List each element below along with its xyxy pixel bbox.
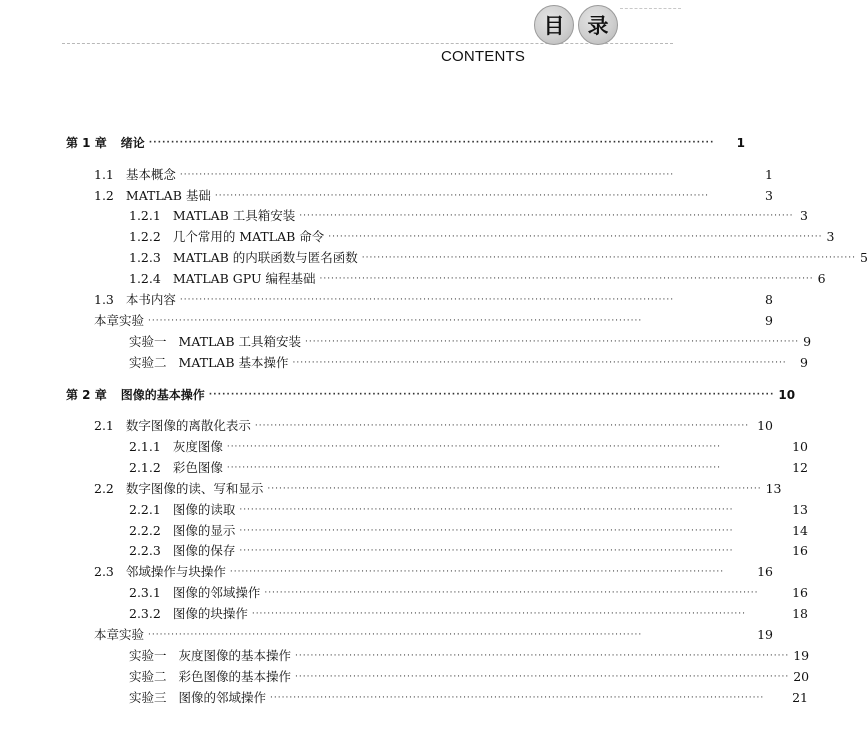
- toc-number: 2.3: [94, 564, 114, 579]
- toc-page: 10: [792, 439, 808, 454]
- toc-page: 8: [765, 292, 773, 307]
- toc-title: 本书内容: [125, 292, 176, 307]
- toc-page: 16: [757, 564, 773, 579]
- toc-number: 1.2: [94, 188, 114, 203]
- toc-page: 3: [800, 208, 808, 223]
- toc-number: 2.2.2: [129, 523, 161, 538]
- toc-section-2-3[interactable]: [0, 562, 779, 582]
- toc-number: 2.1.1: [129, 439, 161, 454]
- toc-title: 数字图像的读、写和显示: [125, 481, 264, 496]
- toc-number: 1.2.3: [129, 250, 161, 265]
- toc-subsection-2-2-3[interactable]: [0, 541, 814, 561]
- toc-leader: [305, 332, 799, 352]
- toc-section-2-2[interactable]: [0, 479, 782, 499]
- toc-title: 图像的块操作: [172, 606, 248, 621]
- toc-number: 2.2.1: [129, 502, 161, 517]
- toc-page: 9: [800, 355, 808, 370]
- toc-leader: [230, 562, 747, 582]
- toc-lab-1-2[interactable]: [0, 353, 814, 373]
- toc-title: MATLAB 工具箱安装: [172, 208, 296, 223]
- toc-page: 9: [803, 334, 812, 349]
- heading-badge-lu: 录: [578, 5, 618, 45]
- toc-page: 3: [765, 188, 773, 203]
- toc-subsection-1-2-4[interactable]: [0, 269, 826, 289]
- toc-page: 18: [792, 606, 808, 621]
- toc-page: 19: [793, 648, 810, 663]
- toc-number: 实验一: [129, 648, 167, 663]
- toc-leader: [148, 625, 747, 645]
- toc-lab-2-2[interactable]: [0, 667, 814, 687]
- toc-number: 2.1: [94, 418, 114, 433]
- toc-page: 3: [826, 229, 835, 244]
- toc-chapter-2-labs[interactable]: [0, 625, 779, 645]
- toc-leader: [362, 248, 856, 268]
- toc-page: 1: [765, 167, 773, 182]
- toc-page: 13: [765, 481, 782, 496]
- toc-title: 灰度图像: [172, 439, 223, 454]
- toc-leader: [252, 604, 782, 624]
- toc-page: 16: [792, 585, 808, 600]
- toc-subsection-2-3-1[interactable]: [0, 583, 814, 603]
- heading-badge-mu: 目: [534, 5, 574, 45]
- toc-lab-2-3[interactable]: [0, 688, 814, 708]
- toc-section-1-3[interactable]: [0, 290, 779, 310]
- toc-leader: [180, 290, 747, 310]
- toc-number: 1.3: [94, 292, 114, 307]
- toc-number: 1.2.4: [129, 271, 161, 286]
- toc-leader: [267, 479, 761, 499]
- toc-subsection-2-1-1[interactable]: [0, 437, 814, 457]
- toc-title: 几个常用的 MATLAB 命令: [172, 229, 325, 244]
- toc-number: 第 1 章: [66, 136, 107, 150]
- toc-title: MATLAB 基础: [125, 188, 211, 203]
- toc-leader: [227, 458, 782, 478]
- toc-number: 1.1: [94, 167, 114, 182]
- toc-leader: [239, 500, 782, 520]
- toc-leader: [295, 667, 789, 687]
- toc-title: 图像的显示: [172, 523, 236, 538]
- toc-page: 10: [778, 388, 796, 402]
- toc-leader: [209, 385, 775, 405]
- toc-title: 图像的基本操作: [120, 388, 205, 402]
- toc-leader: [295, 646, 789, 666]
- toc-page: 9: [765, 313, 773, 328]
- toc-title: 图像的邻域操作: [178, 690, 267, 705]
- toc-leader: [270, 688, 782, 708]
- toc-subsection-2-3-2[interactable]: [0, 604, 814, 624]
- toc-subsection-2-1-2[interactable]: [0, 458, 814, 478]
- toc-leader: [239, 521, 782, 541]
- toc-number: 2.3.2: [129, 606, 161, 621]
- toc-leader: [215, 186, 747, 206]
- toc-title: 基本概念: [125, 167, 176, 182]
- toc-title: 本章实验: [94, 627, 145, 642]
- toc-subsection-1-2-3[interactable]: [0, 248, 868, 268]
- toc-title: 本章实验: [94, 313, 145, 328]
- toc-leader: [227, 437, 782, 457]
- toc-chapter-2[interactable]: [0, 385, 796, 405]
- toc-title: 邻域操作与块操作: [125, 564, 226, 579]
- toc-chapter-1[interactable]: [0, 133, 751, 153]
- toc-section-1-1[interactable]: [0, 165, 779, 185]
- toc-title: 灰度图像的基本操作: [178, 648, 292, 663]
- toc-leader: [239, 541, 782, 561]
- toc-subsection-1-2-2[interactable]: [0, 227, 835, 247]
- toc-title: MATLAB 的内联函数与匿名函数: [172, 250, 358, 265]
- toc-title: 彩色图像: [172, 460, 223, 475]
- toc-title: 绪论: [120, 136, 145, 150]
- toc-number: 1.2.1: [129, 208, 161, 223]
- toc-title: 图像的保存: [172, 543, 236, 558]
- toc-number: 2.3.1: [129, 585, 161, 600]
- toc-page: 6: [817, 271, 826, 286]
- toc-leader: [319, 269, 813, 289]
- toc-title: MATLAB 工具箱安装: [178, 334, 301, 349]
- toc-section-2-1[interactable]: [0, 416, 779, 436]
- toc-title: 彩色图像的基本操作: [178, 669, 292, 684]
- toc-page: 10: [757, 418, 773, 433]
- toc-number: 实验三: [129, 690, 167, 705]
- toc-page: 13: [792, 502, 808, 517]
- toc-lab-1-1[interactable]: [0, 332, 814, 352]
- toc-subsection-2-2-2[interactable]: [0, 521, 814, 541]
- toc-leader: [149, 133, 719, 153]
- toc-page: 14: [792, 523, 808, 538]
- toc-leader: [148, 311, 747, 331]
- toc-leader: [255, 416, 749, 436]
- toc-page: 19: [757, 627, 773, 642]
- toc-title: 图像的读取: [172, 502, 236, 517]
- toc-number: 1.2.2: [129, 229, 161, 244]
- toc-title: MATLAB 基本操作: [178, 355, 289, 370]
- toc-number: 实验二: [129, 355, 167, 370]
- toc-page: 1: [736, 136, 745, 150]
- toc-number: 实验二: [129, 669, 167, 684]
- toc-number: 第 2 章: [66, 388, 107, 402]
- toc-leader: [264, 583, 782, 603]
- toc-title: 图像的邻域操作: [172, 585, 261, 600]
- toc-number: 实验一: [129, 334, 167, 349]
- toc-page: 20: [793, 669, 810, 684]
- toc-subsection-1-2-1[interactable]: [0, 206, 814, 226]
- toc-number: 2.2.3: [129, 543, 161, 558]
- toc-page: 12: [792, 460, 808, 475]
- toc-leader: [299, 206, 793, 226]
- toc-number: 2.1.2: [129, 460, 161, 475]
- toc-subsection-2-2-1[interactable]: [0, 500, 814, 520]
- toc-page: 21: [792, 690, 808, 705]
- toc-leader: [328, 227, 822, 247]
- toc-page: 5: [859, 250, 868, 265]
- toc-section-1-2[interactable]: [0, 186, 779, 206]
- contents-label: CONTENTS: [441, 48, 526, 65]
- toc-leader: [180, 165, 747, 185]
- toc-leader: [292, 353, 786, 373]
- toc-lab-2-1[interactable]: [0, 646, 814, 666]
- toc-chapter-1-labs[interactable]: [0, 311, 779, 331]
- toc-title: 数字图像的离散化表示: [125, 418, 251, 433]
- toc-title: MATLAB GPU 编程基础: [172, 271, 316, 286]
- toc-number: 2.2: [94, 481, 114, 496]
- toc-page: 16: [792, 543, 808, 558]
